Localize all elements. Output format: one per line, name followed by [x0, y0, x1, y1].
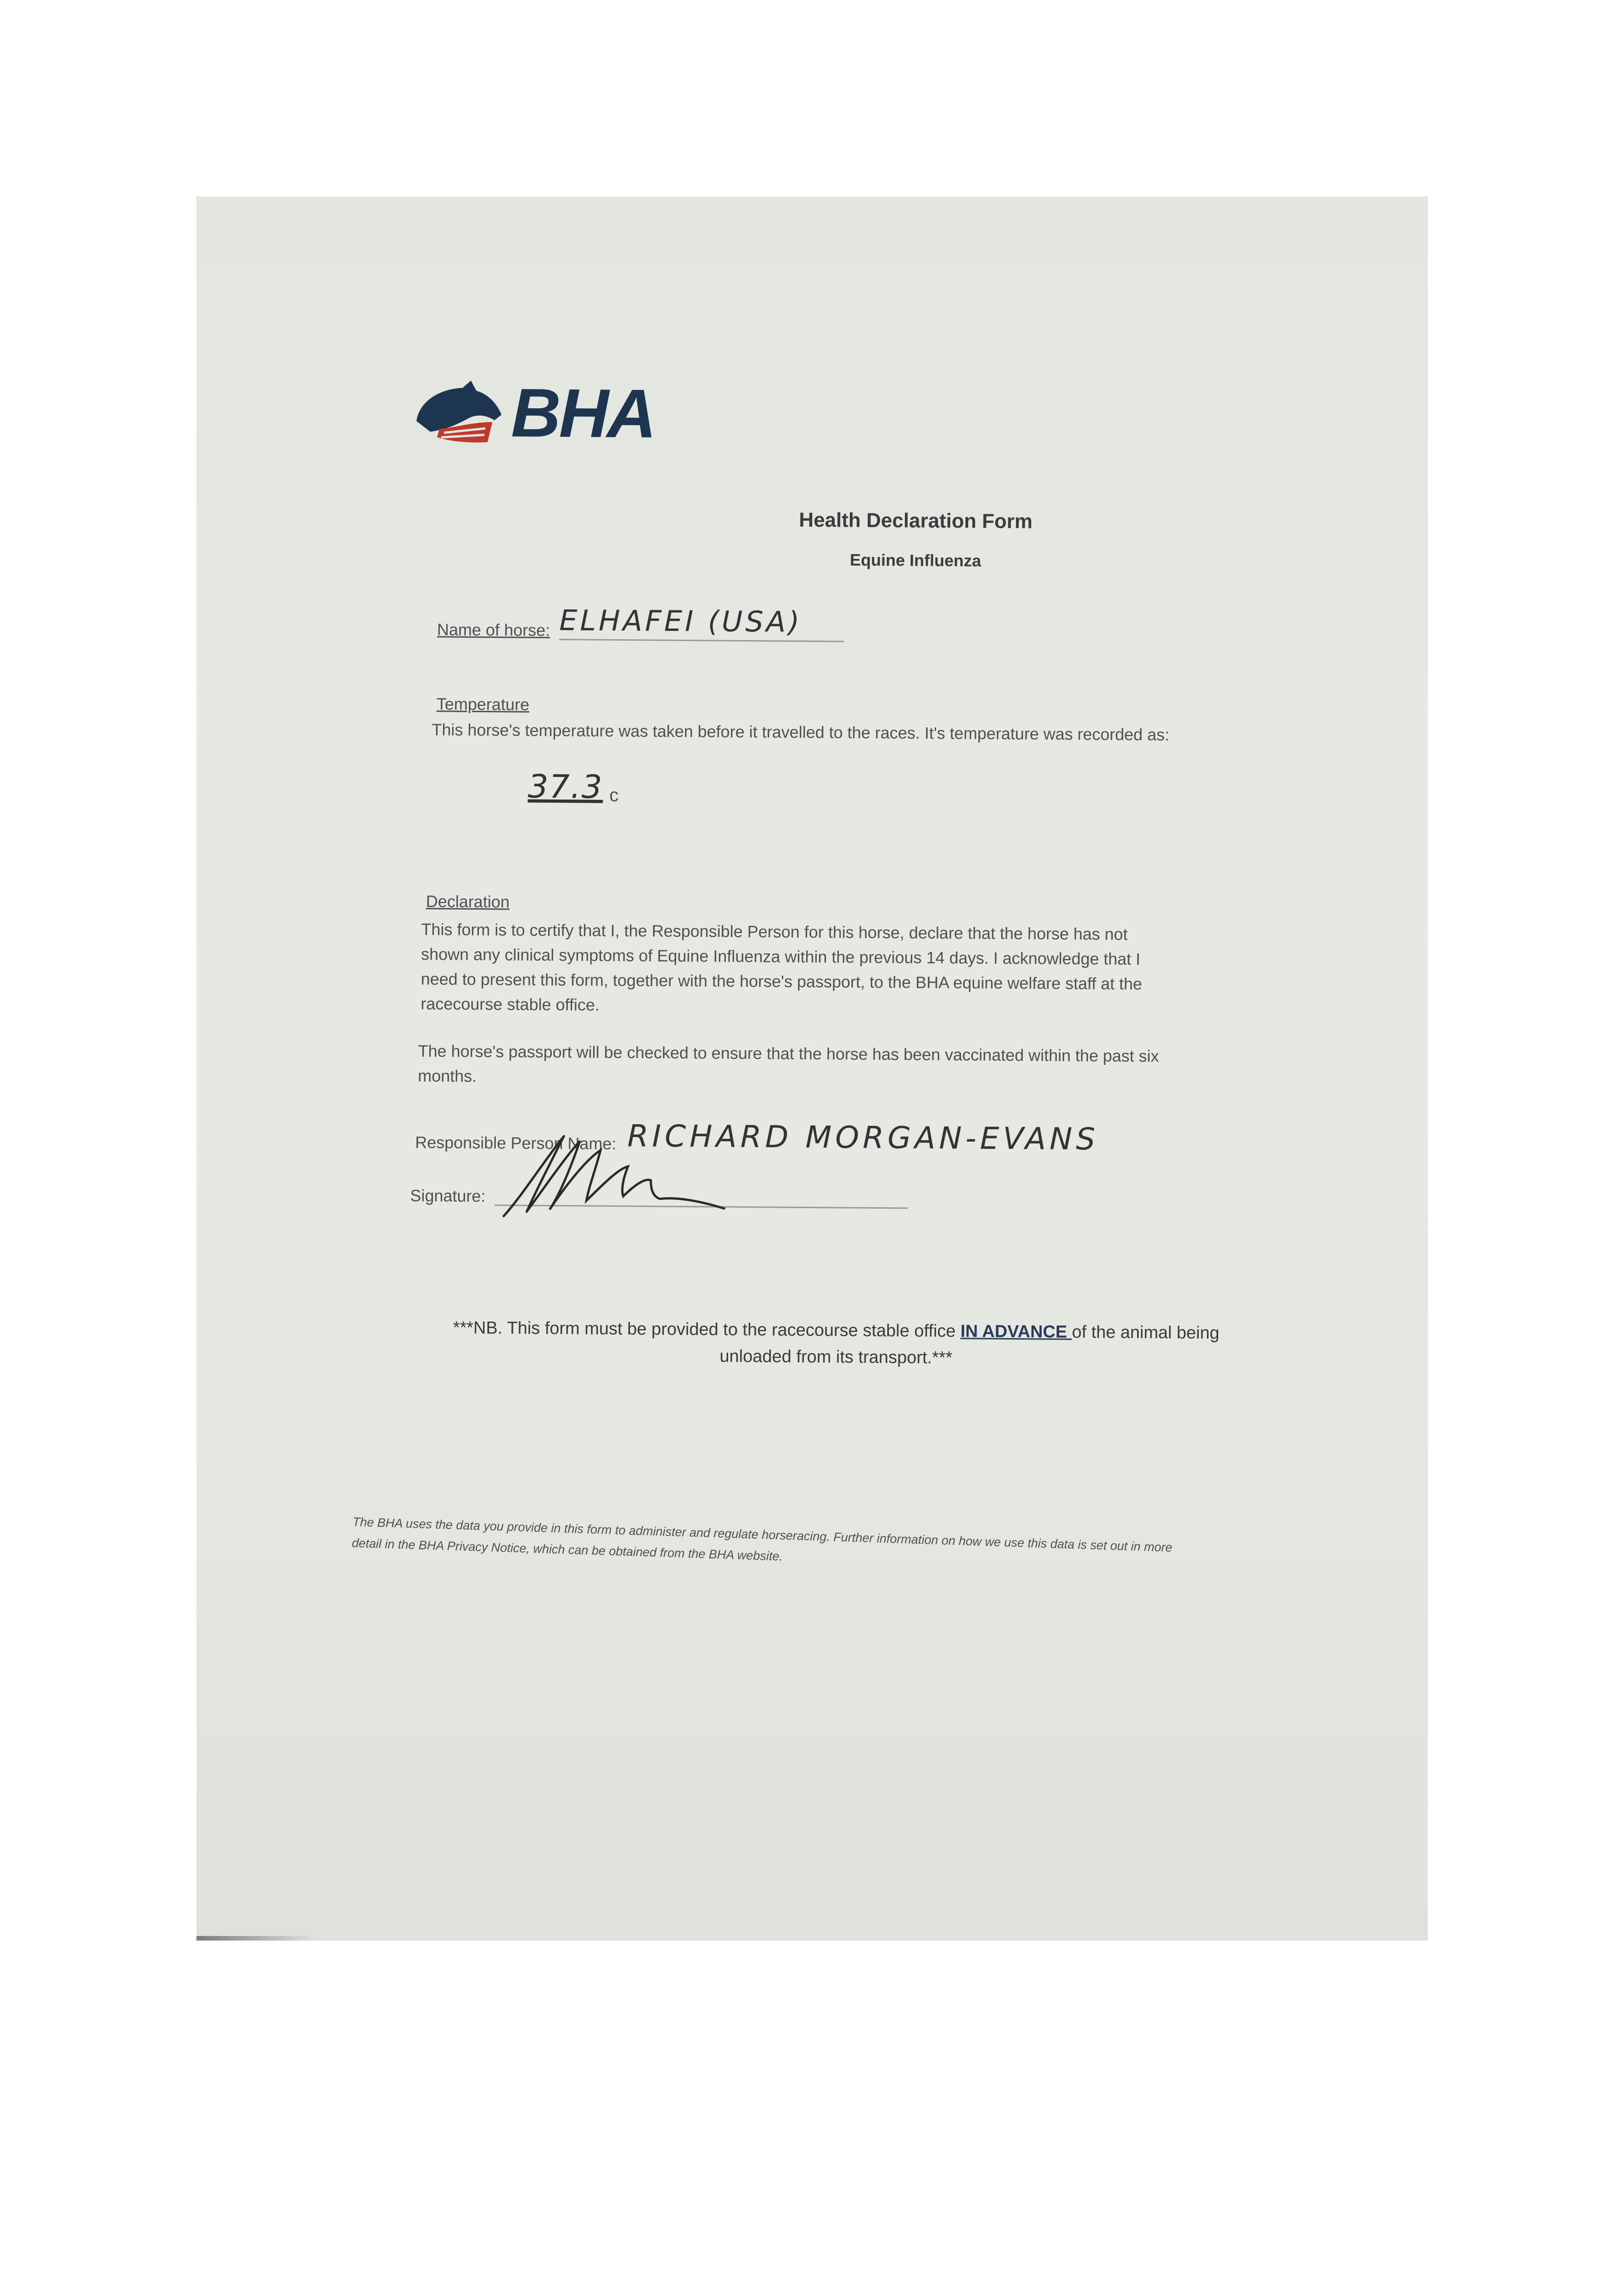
handwritten-signature — [494, 1131, 734, 1220]
form-title: Health Declaration Form — [799, 508, 1033, 533]
horse-name-row — [437, 602, 844, 642]
logo-text: BHA — [511, 374, 655, 452]
temperature-value: 37.3 — [528, 767, 603, 806]
horse-head-icon — [412, 377, 509, 447]
signature-row — [410, 1186, 908, 1209]
temperature-unit: c — [609, 785, 619, 806]
form-subtitle: Equine Influenza — [849, 550, 982, 570]
horse-name-value: ELHAFEI (USA) — [559, 603, 803, 639]
privacy-footer: The BHA uses the data you provide in this form to administer and regulate horseracing. Further information on how we use this data is set out in more detail in the BHA Privacy Notice, which can be obtained from the BHA website. — [351, 1515, 1173, 1564]
bha-logo — [412, 374, 655, 452]
signature-line — [494, 1186, 908, 1209]
declaration-text: This form is to certify that I, the Responsible Person for this horse, declare that the horse has not shown any clinical symptoms of Equine Influenza within the previous 14 days. I acknowledge that I need to present this form, together with the horse's passport, to the BHA equine welfare staff at the racecourse stable office. — [421, 920, 1142, 1014]
horse-name-label: Name of horse: — [437, 620, 550, 640]
nb-emphasis: IN ADVANCE — [960, 1322, 1072, 1342]
passport-text: The horse's passport will be checked to ensure that the horse has been vaccinated within the past six months. — [418, 1041, 1159, 1086]
horse-name-line — [559, 603, 844, 642]
responsible-person-label: Responsible Person Name: — [415, 1132, 617, 1154]
health-declaration-form — [189, 192, 1432, 1945]
signature-label: Signature: — [410, 1186, 486, 1206]
nb-notice — [423, 1314, 1250, 1373]
nb-text-start: ***NB. This form must be provided to the racecourse stable office — [453, 1318, 961, 1341]
nb-text-end: of the animal being unloaded from its transport.*** — [719, 1322, 1220, 1368]
responsible-person-value: RICHARD MORGAN-EVANS — [627, 1118, 1099, 1157]
scanned-page — [196, 197, 1428, 1941]
temperature-heading: Temperature — [436, 694, 530, 714]
temperature-text: This horse's temperature was taken before it travelled to the races. It's temperature was recorded as: — [432, 720, 1170, 744]
temperature-value-row — [528, 768, 618, 806]
declaration-heading: Declaration — [426, 892, 510, 912]
